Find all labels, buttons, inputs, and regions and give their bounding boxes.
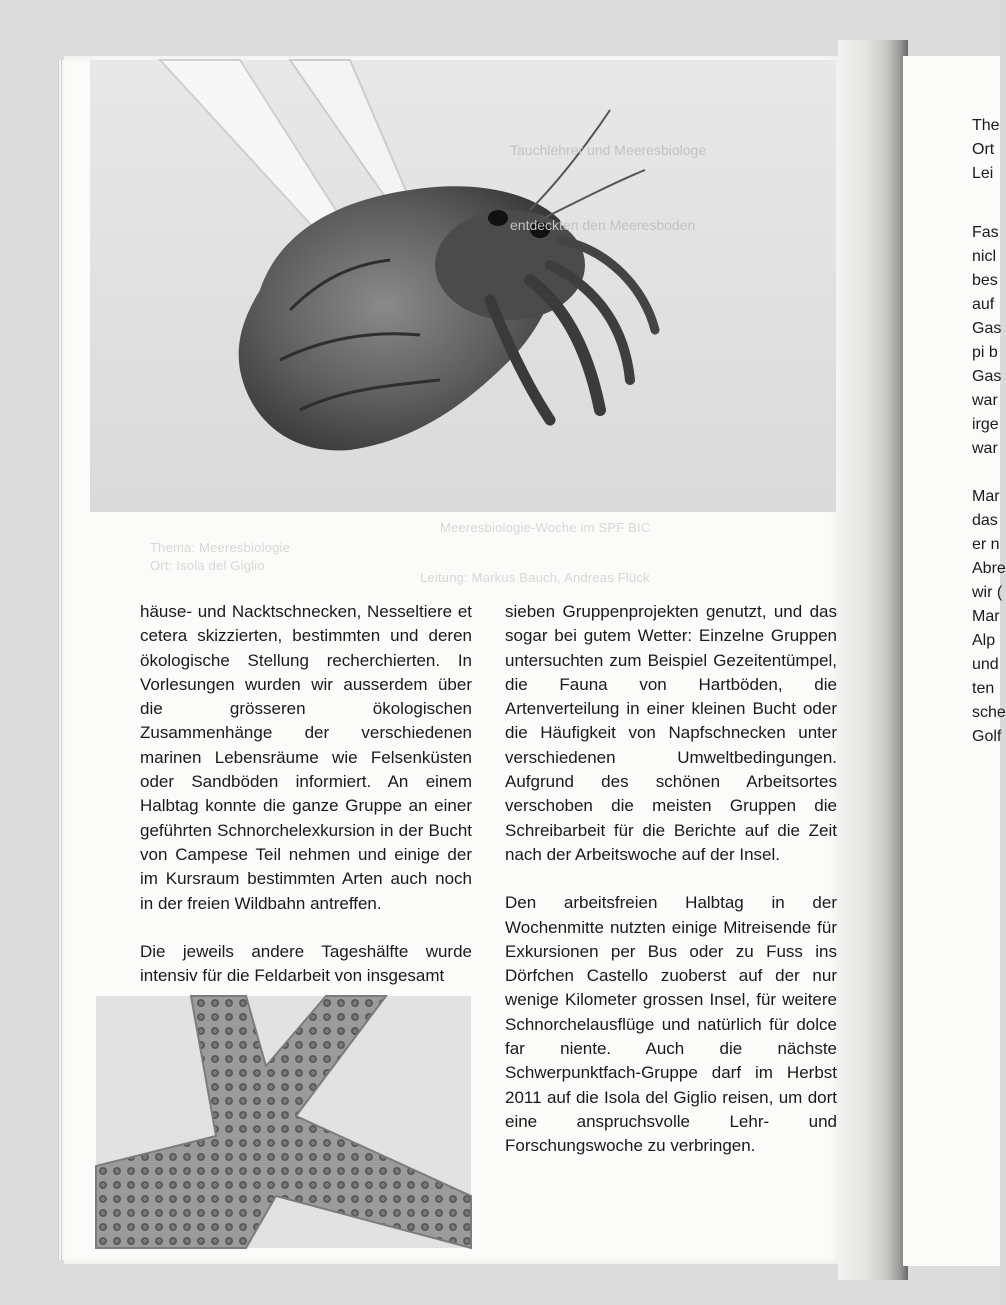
right-fragment: Fas xyxy=(972,224,999,241)
right-fragment: Gas xyxy=(972,368,1002,385)
right-fragment: war xyxy=(972,440,998,457)
bleed-through-line-2: Ort: Isola del Giglio xyxy=(150,558,265,573)
right-fragment: Ort xyxy=(972,141,995,158)
right-fragment: das xyxy=(972,512,998,529)
paragraph: häuse- und Nacktschnecken, Nesseltiere et cetera skizzierten, bestimmten und deren ökologische Stellung recherchierten. In Vorlesungen wurden wir ausserdem über die grösseren ökologischen Zusammenhänge der verschiedenen marinen Lebensräume wie Felsenküsten oder Sandböden informiert. An einem Halbtag konnte die ganze Gruppe an einer geführten Schnorchelexkursion in der Bucht von Campese Teil nehmen und einige der im Kursraum bestimmten Arten auch noch in der freien Wildbahn antreffen. xyxy=(140,602,472,913)
right-fragment: Lei xyxy=(972,165,994,182)
right-fragment: irge xyxy=(972,416,999,433)
right-fragment: wir ( xyxy=(972,584,1003,601)
right-fragment: Alp xyxy=(972,632,996,649)
text-column-middle xyxy=(505,600,837,1183)
right-fragment: auf xyxy=(972,296,995,313)
right-fragment: sche xyxy=(972,704,1006,721)
right-fragment: nicl xyxy=(972,248,997,265)
right-fragment: pi b xyxy=(972,344,998,361)
paragraph: Die jeweils andere Tageshälfte wurde intensiv für die Feldarbeit von insgesamt xyxy=(140,941,472,986)
book-gutter xyxy=(838,40,908,1280)
right-fragment: Golf xyxy=(972,728,1002,745)
right-fragment: Gas xyxy=(972,320,1002,337)
paragraph: sieben Gruppenprojekten genutzt, und das sogar bei gutem Wetter: Einzelne Gruppen untersuchten zum Beispiel Gezeitentümpel, die Fauna von Hartböden, die Artenverteilung in einer kleinen Bucht oder die Häufigkeit von Napfschnecken unter verschiedenen Umweltbedingungen. Aufgrund des schönen Arbeitsortes verschoben die meisten Gruppen die Schreibarbeit für die Berichte auf die Zeit nach der Arbeitswoche auf der Insel. xyxy=(505,602,837,864)
right-fragment: er n xyxy=(972,536,1000,553)
paragraph: Den arbeitsfreien Halbtag in der Wochenmitte nutzten einige Mitreisende für Exkursionen per Bus oder zu Fuss ins Dörfchen Castello zuoberst auf der nur wenige Kilometer grossen Insel, für weitere Schnorchelausflüge und natürlich für dolce far niente. Auch die nächste Schwerpunktfach-Gruppe darf im Herbst 2011 auf die Isola del Giglio reisen, um dort eine anspruchsvolle Lehr- und Forschungswoche zu verbringen. xyxy=(505,893,837,1156)
bleed-through-line-1: Thema: Meeresbiologie xyxy=(150,540,291,555)
starfish-photo xyxy=(96,996,471,1248)
svg-text:Tauchlehrer und Meeresbiologe: Tauchlehrer und Meeresbiologe xyxy=(510,142,707,158)
bleed-through-line-3: Leitung: Markus Bauch, Andreas Flück xyxy=(420,570,650,585)
text-column-left xyxy=(140,600,472,1012)
right-fragment: bes xyxy=(972,272,998,289)
right-fragment: Abre xyxy=(972,560,1006,577)
right-fragment: Mar xyxy=(972,608,1000,625)
right-fragment: Mar xyxy=(972,488,1000,505)
starfish-illustration xyxy=(96,996,471,1248)
right-fragment: war xyxy=(972,392,998,409)
hermit-crab-photo xyxy=(90,60,836,512)
right-fragment: ten xyxy=(972,680,995,697)
svg-text:entdeckten den Meeresboden: entdeckten den Meeresboden xyxy=(510,217,696,233)
photo-caption: Meeresbiologie-Woche im SPF BIC xyxy=(440,520,651,535)
right-fragment: The xyxy=(972,117,1000,134)
hermit-crab-illustration xyxy=(90,60,836,512)
right-fragment: und xyxy=(972,656,999,673)
